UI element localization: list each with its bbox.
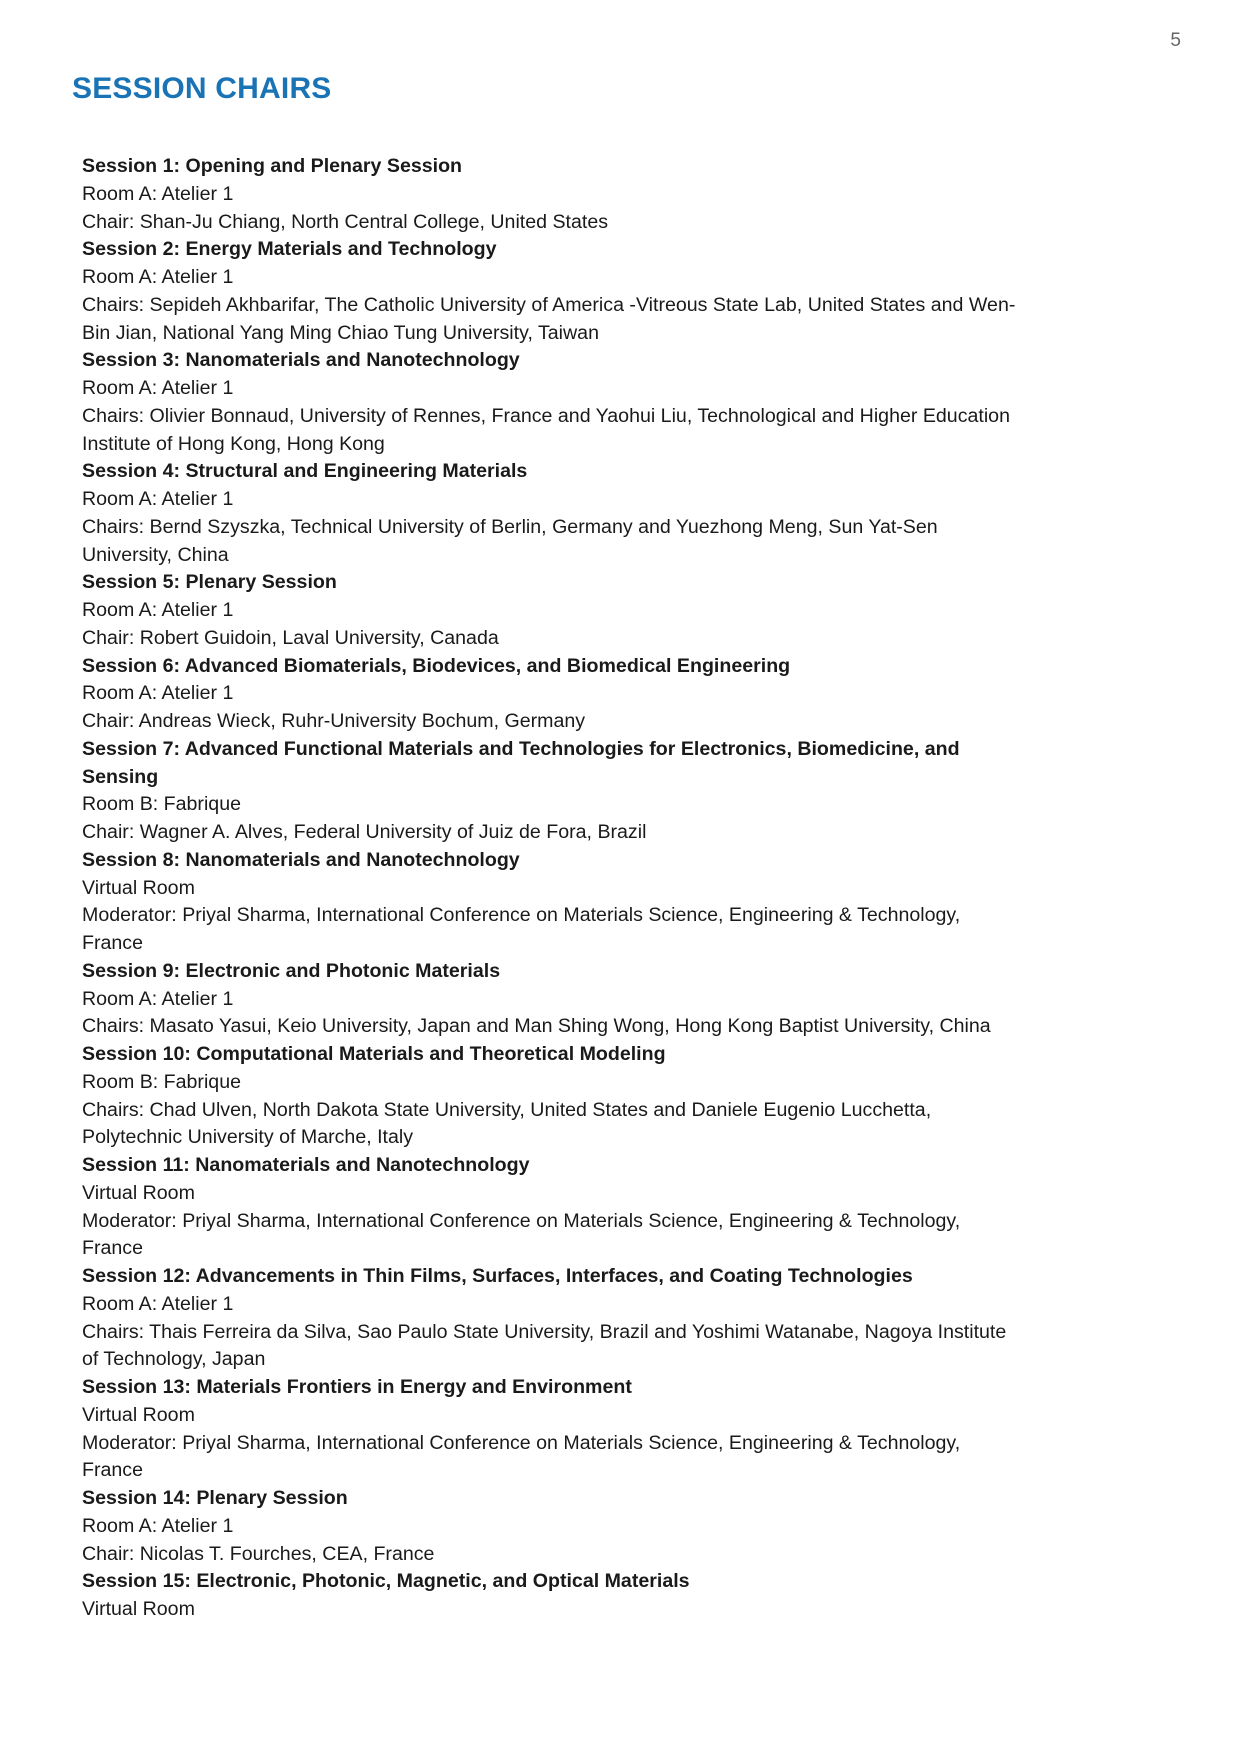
- session-chairs: Chairs: Masato Yasui, Keio University, Japan and Man Shing Wong, Hong Kong Baptist University, China: [82, 1015, 991, 1038]
- session-room: Room A: Atelier 1: [82, 1514, 234, 1537]
- session-title: Session 2: Energy Materials and Technology: [82, 238, 497, 261]
- session-title: Session 8: Nanomaterials and Nanotechnology: [82, 848, 520, 871]
- session-room: Room B: Fabrique: [82, 793, 241, 816]
- session-block: [82, 153, 1022, 236]
- session-block: [82, 1374, 1022, 1485]
- session-title: Session 4: Structural and Engineering Materials: [82, 460, 528, 483]
- session-room: Room A: Atelier 1: [82, 599, 234, 621]
- session-title: Session 15: Electronic, Photonic, Magnetic, and Optical Materials: [82, 1570, 690, 1593]
- session-block: [82, 569, 1022, 652]
- session-chairs: Chairs: Olivier Bonnaud, University of Rennes, France and Yaohui Liu, Technological and Higher Education Institute of Hong Kong, Hong Kong: [82, 404, 1010, 455]
- session-block: [82, 1041, 1022, 1152]
- session-list: [82, 153, 1022, 1624]
- session-title: Session 11: Nanomaterials and Nanotechnology: [82, 1154, 530, 1176]
- session-block: [82, 1263, 1022, 1374]
- session-block: [82, 347, 1022, 458]
- session-chairs: Chair: Wagner A. Alves, Federal University of Juiz de Fora, Brazil: [82, 821, 647, 843]
- session-title: Session 10: Computational Materials and Theoretical Modeling: [82, 1043, 666, 1065]
- session-room: Room A: Atelier 1: [82, 377, 234, 399]
- session-room: Virtual Room: [82, 1403, 195, 1426]
- session-title: Session 9: Electronic and Photonic Materials: [82, 959, 501, 982]
- session-chairs: Chair: Nicolas T. Fourches, CEA, France: [82, 1542, 435, 1565]
- session-chairs: Chair: Robert Guidoin, Laval University, Canada: [82, 626, 499, 649]
- session-chairs: Chairs: Sepideh Akhbarifar, The Catholic University of America -Vitreous State Lab, United States and Wen-Bin Jian, National Yang Ming Chiao Tung University, Taiwan: [82, 293, 1016, 344]
- session-block: [82, 458, 1022, 569]
- session-room: Room A: Atelier 1: [82, 987, 234, 1010]
- session-block: [82, 236, 1022, 347]
- session-chairs: Chairs: Bernd Szyszka, Technical University of Berlin, Germany and Yuezhong Meng, Sun Yat-Sen University, China: [82, 515, 938, 566]
- session-block: [82, 1152, 1022, 1263]
- session-title: Session 12: Advancements in Thin Films, Surfaces, Interfaces, and Coating Technologies: [82, 1265, 913, 1287]
- session-chairs: Moderator: Priyal Sharma, International Conference on Materials Science, Engineering & Technology, France: [82, 904, 961, 954]
- session-chairs: Chairs: Thais Ferreira da Silva, Sao Paulo State University, Brazil and Yoshimi Watanabe, Nagoya Institute of Technology, Japan: [82, 1320, 1007, 1371]
- session-room: Virtual Room: [82, 1181, 195, 1204]
- session-title: Session 14: Plenary Session: [82, 1487, 348, 1509]
- session-block: [82, 736, 1022, 847]
- page-title: SESSION CHAIRS: [72, 72, 332, 105]
- session-title: Session 3: Nanomaterials and Nanotechnology: [82, 349, 520, 372]
- session-room: Room B: Fabrique: [82, 1070, 241, 1093]
- session-room: Room A: Atelier 1: [82, 182, 234, 205]
- session-room: Virtual Room: [82, 876, 195, 899]
- session-title: Session 5: Plenary Session: [82, 571, 337, 594]
- session-room: Virtual Room: [82, 1598, 195, 1620]
- session-block: [82, 958, 1022, 1041]
- session-title: Session 1: Opening and Plenary Session: [82, 155, 463, 177]
- session-title: Session 7: Advanced Functional Materials and Technologies for Electronics, Biomedicine, and Sensing: [82, 737, 960, 788]
- page-number: 5: [1170, 30, 1181, 51]
- session-block: [82, 847, 1022, 958]
- session-room: Room A: Atelier 1: [82, 1292, 234, 1315]
- session-block: [82, 1568, 1022, 1624]
- session-chairs: Moderator: Priyal Sharma, International Conference on Materials Science, Engineering & Technology, France: [82, 1431, 961, 1482]
- session-title: Session 6: Advanced Biomaterials, Biodevices, and Biomedical Engineering: [82, 654, 791, 677]
- session-chairs: Chair: Andreas Wieck, Ruhr-University Bochum, Germany: [82, 710, 586, 732]
- session-room: Room A: Atelier 1: [82, 266, 234, 288]
- session-chairs: Chairs: Chad Ulven, North Dakota State University, United States and Daniele Eugenio Lucchetta, Polytechnic University of Marche, Italy: [82, 1098, 932, 1149]
- session-chairs: Moderator: Priyal Sharma, International Conference on Materials Science, Engineering & Technology, France: [82, 1209, 961, 1260]
- session-room: Room A: Atelier 1: [82, 488, 234, 510]
- session-chairs: Chair: Shan-Ju Chiang, North Central College, United States: [82, 210, 609, 233]
- session-title: Session 13: Materials Frontiers in Energy and Environment: [82, 1376, 632, 1398]
- session-block: [82, 653, 1022, 736]
- session-block: [82, 1485, 1022, 1568]
- session-room: Room A: Atelier 1: [82, 682, 234, 705]
